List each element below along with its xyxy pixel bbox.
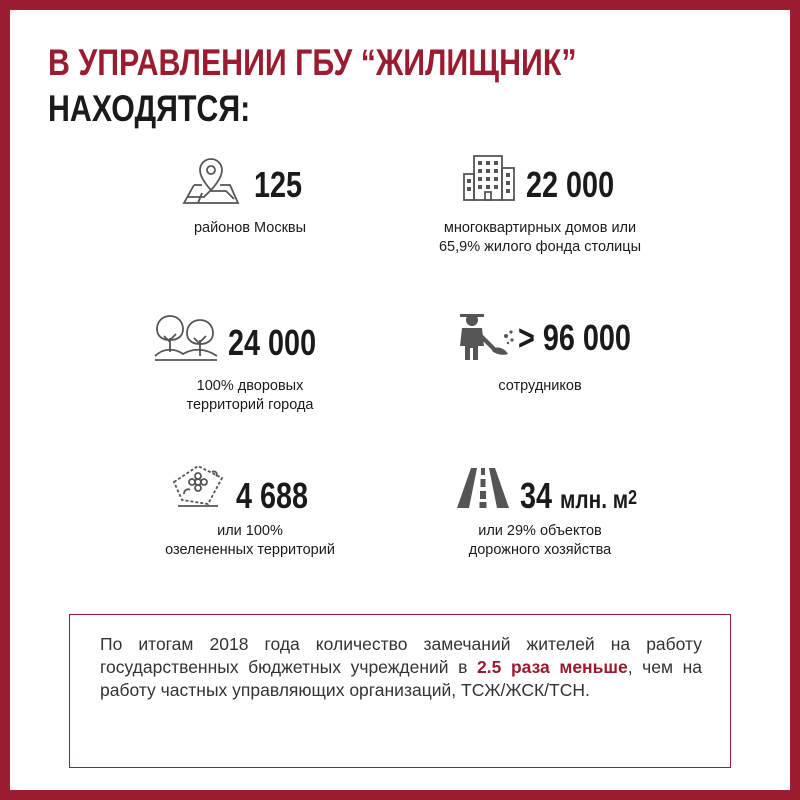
stat-value: 22 000 xyxy=(526,164,615,205)
stat-description: многоквартирных домов или 65,9% жилого фонда столицы xyxy=(438,220,641,255)
stat-value: 125 xyxy=(254,164,303,205)
stat-value: 4 688 xyxy=(236,475,309,516)
summary-note-text: По итогам 2018 года количество замечаний жителей на работу государственных бюджетных учреждений в 2.5 раза меньше, чем на работу частных управляющих организаций, ТСЖ/ЖСК/ТСН. xyxy=(100,634,703,700)
stat-description: 100% дворовых территорий города xyxy=(186,378,314,413)
title-line-1: В УПРАВЛЕНИИ ГБУ “ЖИЛИЩНИК” xyxy=(48,42,577,83)
trees-icon xyxy=(153,312,219,362)
stat-description: или 29% объектов дорожного хозяйства xyxy=(468,523,612,558)
road-icon xyxy=(455,466,511,510)
stat-description: сотрудников xyxy=(498,378,582,394)
flower-bed-icon xyxy=(168,460,228,510)
summary-note-box xyxy=(69,614,731,768)
street-sweeper-icon xyxy=(450,310,520,362)
stat-value: 34 млн. $м^2$ xyxy=(520,475,638,516)
stat-value: > 96 000 xyxy=(518,317,631,358)
stat-description: районов Москвы xyxy=(193,220,307,236)
highlighted-figure: 2.5 раза меньше xyxy=(477,657,628,677)
stat-description: или 100% озелененных территорий xyxy=(165,523,335,558)
page-title xyxy=(48,40,577,132)
stat-value: 24 000 xyxy=(228,322,317,363)
apartment-building-icon xyxy=(462,152,518,204)
title-line-2: НАХОДЯТСЯ: xyxy=(48,88,251,129)
map-pin-icon xyxy=(180,155,242,207)
